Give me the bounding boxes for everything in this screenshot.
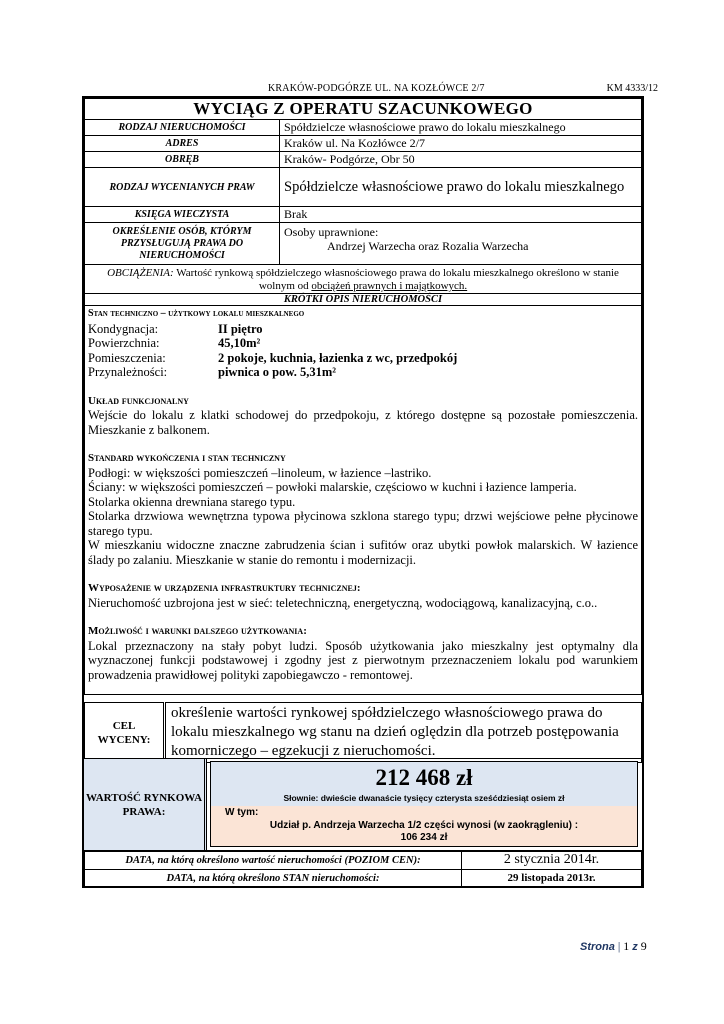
ksiega-value: Brak — [280, 207, 642, 223]
daty-table — [84, 850, 642, 887]
udzial-value: 106 234 zł — [400, 832, 448, 843]
footer-total: 9 — [640, 939, 647, 953]
data-stan-label: DATA, na którą określono STAN nieruchomości: — [85, 870, 462, 887]
wyposazenie-text: Nieruchomość uzbrojona jest w sieć: teletechniczną, energetyczną, wodociągową, kanalizacyjną, c.o.. — [88, 595, 598, 610]
obreb-label: OBRĘB — [85, 152, 280, 168]
standard-line: W mieszkaniu widoczne znaczne zabrudzenia ścian i sufitów oraz ubytki powłok malarskich. W łazience ślady po zalaniu. Mieszkanie w stanie do remontu i modernizacji. — [88, 538, 638, 567]
osoby-names: Andrzej Warzecha oraz Rozalia Warzecha — [327, 239, 529, 253]
row-label-przynaleznosci: Przynależności: — [88, 365, 168, 379]
row-label-powierzchnia: Powierzchnia: — [88, 336, 160, 350]
extract-table — [84, 98, 642, 695]
osoby-title: Osoby uprawnione: — [284, 225, 379, 239]
footer-z: z — [632, 941, 638, 953]
data-ceny-label: DATA, na którą określono wartość nieruchomości (POZIOM CEN): — [85, 851, 462, 870]
mozliwosc-text: Lokal przeznaczony na stały pobyt ludzi. Sposób użytkowania jako mieszkalny jest optymalny dla wyznaczonej funkcji podstawowej i zgodny jest z pierwotnym przeznaczeniem lokalu pod warunkiem prowadzenia prawidłowej polityki zapobiegawczo - remontowej. — [88, 638, 638, 682]
obciazenia-text: Wartość rynkową spółdzielczego własnościowego prawa do lokalu mieszkalnego określono w stanie wolnym od — [176, 267, 619, 292]
obciazenia-label: OBCIĄŻENIA: — [107, 267, 174, 279]
osoby-label: OKREŚLENIE OSÓB, KTÓRYM PRZYSŁUGUJĄ PRAWA DO NIERUCHOMOŚCI — [85, 223, 280, 265]
cel-label: CEL WYCENY: — [85, 703, 165, 763]
wartosc-price: 212 468 zł — [375, 765, 473, 790]
row-value-przynaleznosci: piwnica o pow. 5,31m² — [218, 365, 336, 379]
obciazenia-underlined: obciążeń prawnych i majątkowych. — [311, 280, 468, 292]
row-value-pomieszczenia: 2 pokoje, kuchnia, łazienka z wc, przedpokój — [218, 350, 458, 365]
mozliwosc-heading: Możliwość i warunki dalszego użytkowania: — [88, 625, 307, 637]
rodzaj-value: Spółdzielcze własnościowe prawo do lokalu mieszkalnego — [280, 120, 642, 136]
adres-value: Kraków ul. Na Kozłówce 2/7 — [280, 136, 642, 152]
header-address: KRAKÓW-PODGÓRZE UL. NA KOZŁÓWCE 2/7 — [268, 83, 485, 94]
obciazenia-note — [85, 265, 642, 294]
stan-heading: Stan techniczno – użytkowy lokalu mieszkalnego — [88, 308, 305, 319]
udzial-box — [211, 806, 637, 846]
page-header — [82, 83, 658, 97]
standard-heading: Standard wykończenia i stan techniczny — [88, 452, 286, 464]
page-title: WYCIĄG Z OPERATU SZACUNKOWEGO — [85, 99, 642, 120]
adres-label: ADRES — [85, 136, 280, 152]
cel-table — [84, 702, 642, 763]
page-footer: Strona | 1 z 9 — [580, 939, 647, 953]
wartosc-box — [210, 761, 638, 847]
standard-line: Stolarka drzwiowa wewnętrzna typowa płycinowa szklona starego typu; drzwi wejściowe pełne płycinowe starego typu. — [88, 509, 638, 538]
footer-strona: Strona — [580, 941, 615, 953]
data-stan-value: 29 listopada 2013r. — [462, 870, 642, 887]
footer-page: 1 — [623, 939, 630, 953]
wtym-label: W tym: — [225, 807, 259, 818]
row-value-powierzchnia: 45,10m² — [218, 336, 261, 350]
standard-line: Stolarka okienna drewniana starego typu. — [88, 494, 296, 509]
data-ceny-value: 2 stycznia 2014r. — [462, 851, 642, 870]
opis-heading: KRÓTKI OPIS NIERUCHOMOŚCI — [85, 294, 642, 306]
row-label-kondygnacja: Kondygnacja: — [88, 321, 159, 336]
wartosc-words: Słownie: dwieście dwanaście tysięcy czterysta sześćdziesiąt osiem zł — [283, 793, 565, 803]
opis-body — [85, 306, 642, 695]
praw-value: Spółdzielcze własnościowe prawo do lokalu mieszkalnego — [280, 168, 642, 207]
wartosc-top — [211, 762, 637, 806]
row-label-pomieszczenia: Pomieszczenia: — [88, 350, 166, 365]
stan-grid — [88, 322, 638, 380]
osoby-value — [280, 223, 642, 265]
standard-line: Ściany: w większości pomieszczeń – powłoki malarskie, częściowo w kuchni i łazience lamperia. — [88, 480, 577, 494]
rodzaj-label: RODZAJ NIERUCHOMOŚCI — [85, 120, 280, 136]
udzial-text: Udział p. Andrzeja Warzecha 1/2 części wynosi (w zaokrągleniu) : — [269, 819, 579, 831]
cel-text: określenie wartości rynkowej spółdzielczego własnościowego prawa do lokalu mieszkalnego wg stanu na dzień oględzin dla potrzeb postępowania komorniczego – egzekucji z nieruchomości. — [165, 703, 642, 763]
praw-label: RODZAJ WYCENIANYCH PRAW — [85, 168, 280, 207]
wartosc-section — [84, 758, 642, 852]
obreb-value: Kraków- Podgórze, Obr 50 — [280, 152, 642, 168]
uklad-heading: Układ funkcjonalny — [88, 394, 189, 407]
header-km: KM 4333/12 — [606, 83, 658, 94]
uklad-text: Wejście do lokalu z klatki schodowej do przedpokoju, z którego dostępne są pozostałe pomieszczenia. Mieszkanie z balkonem. — [88, 408, 638, 437]
standard-line: Podłogi: w większości pomieszczeń –linoleum, w łazience –lastriko. — [88, 465, 432, 480]
ksiega-label: KSIĘGA WIECZYSTA — [85, 207, 280, 223]
row-value-kondygnacja: II piętro — [218, 321, 263, 336]
wyposazenie-heading: Wyposażenie w urządzenia infrastruktury technicznej: — [88, 582, 361, 594]
wartosc-label: WARTOŚĆ RYNKOWA PRAWA: — [84, 759, 207, 851]
